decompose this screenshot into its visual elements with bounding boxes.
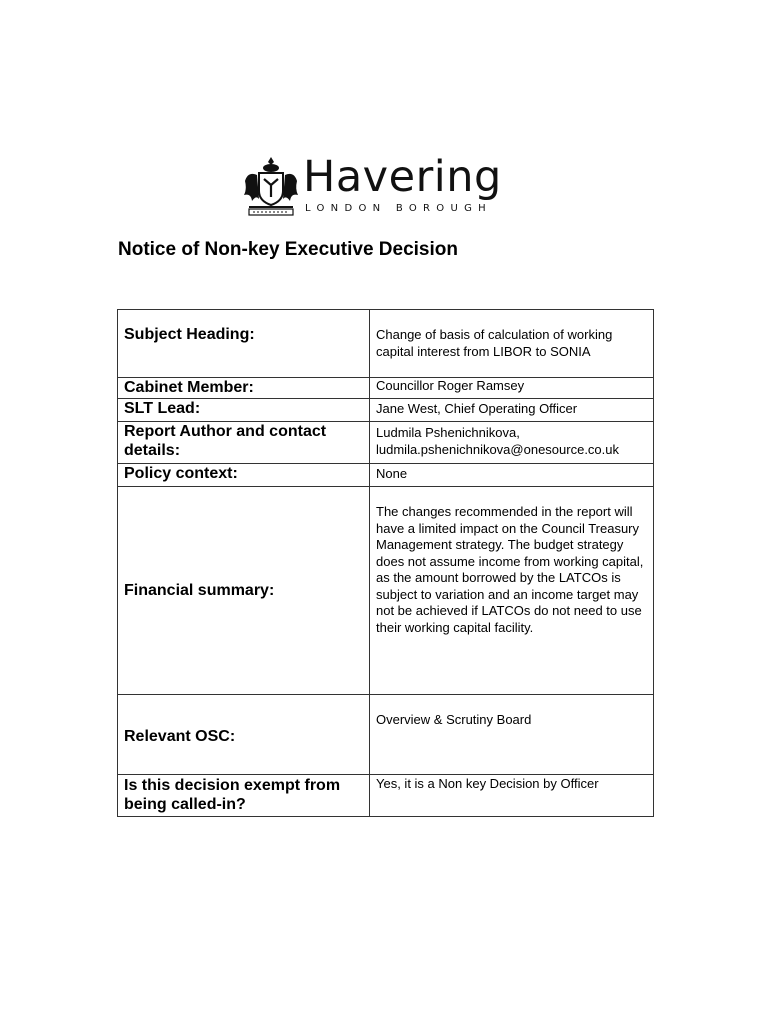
row-label: Relevant OSC:: [118, 695, 370, 775]
row-label: Policy context:: [118, 464, 370, 487]
row-value: Jane West, Chief Operating Officer: [370, 399, 654, 422]
table-row: [118, 310, 654, 378]
row-value: [370, 422, 654, 464]
logo-subtitle: LONDON BOROUGH: [305, 203, 492, 214]
document-title: Notice of Non-key Executive Decision: [118, 239, 458, 260]
logo-wordmark: Havering: [303, 152, 502, 202]
author-email: ludmila.pshenichnikova@onesource.co.uk: [376, 441, 620, 457]
table-row: [118, 775, 654, 817]
table-row: [118, 695, 654, 775]
row-label: SLT Lead:: [118, 399, 370, 422]
table-row: [118, 399, 654, 422]
row-value: None: [370, 464, 654, 487]
table-row: [118, 487, 654, 695]
table-row: [118, 378, 654, 399]
row-value: Councillor Roger Ramsey: [370, 378, 654, 399]
coat-of-arms-icon: [243, 155, 299, 217]
row-label: Financial summary:: [118, 487, 370, 695]
row-label: Is this decision exempt from being called-in?: [118, 775, 370, 817]
table-row: [118, 464, 654, 487]
row-value: The changes recommended in the report will have a limited impact on the Council Treasury Management strategy. The budget strategy does not assume income from working capital, as the amount borrowed by the LATCOs is subject to variation and an income target may not be achieved if LATCOs do not need to use their working capital facility.: [370, 487, 654, 695]
havering-logo: [243, 152, 523, 217]
decision-details-table: [117, 309, 654, 817]
author-name: Ludmila Pshenichnikova,: [376, 425, 520, 440]
row-label: Subject Heading:: [118, 310, 370, 378]
row-value: Yes, it is a Non key Decision by Officer: [370, 775, 654, 817]
row-value: Overview & Scrutiny Board: [370, 695, 654, 775]
row-label: Report Author and contact details:: [118, 422, 370, 464]
row-value: Change of basis of calculation of working capital interest from LIBOR to SONIA: [370, 310, 654, 378]
table-row: [118, 422, 654, 464]
row-label: Cabinet Member:: [118, 378, 370, 399]
